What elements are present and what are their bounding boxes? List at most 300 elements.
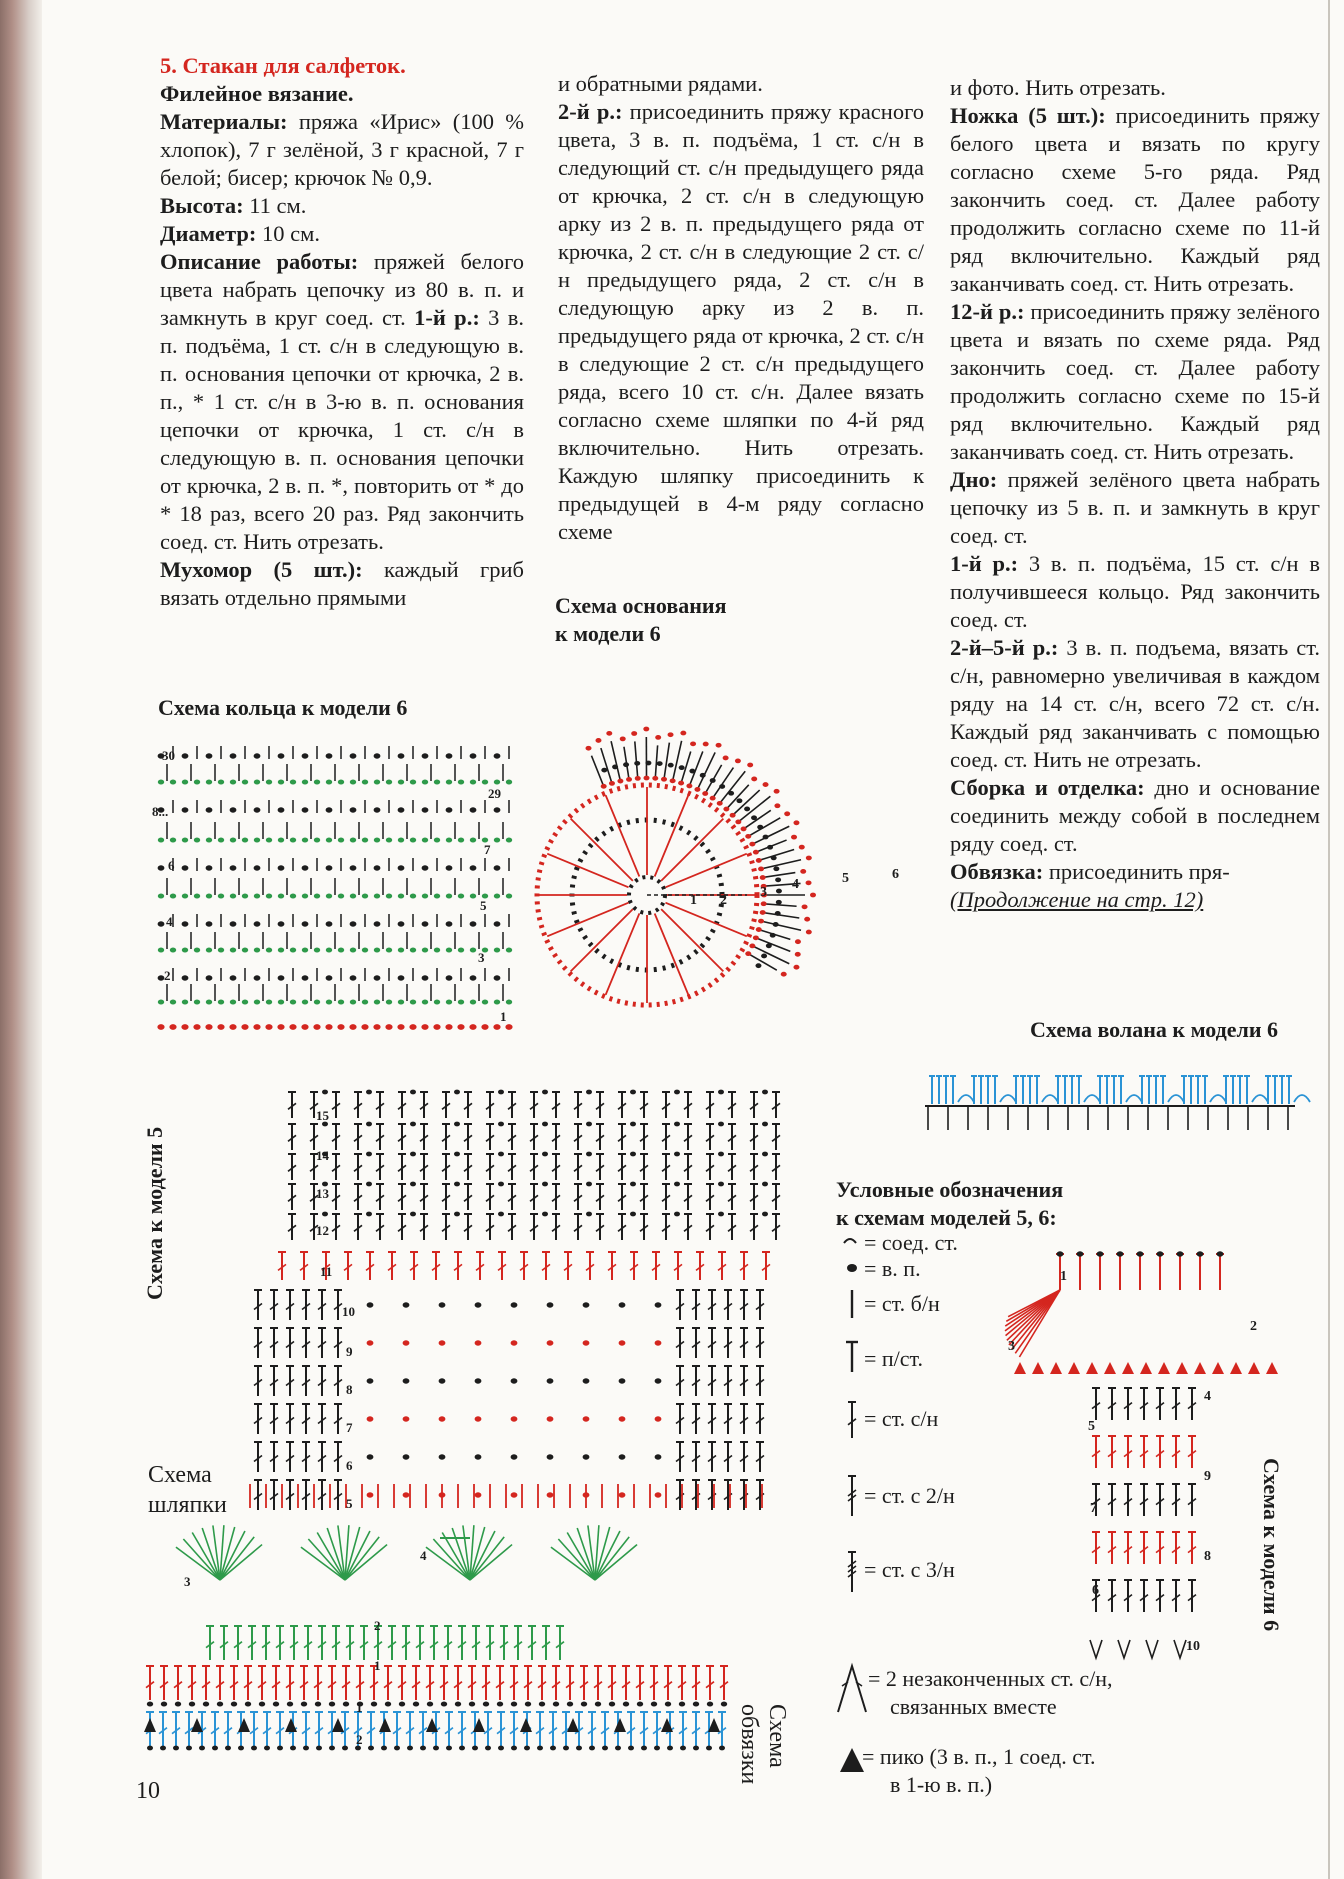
chain-stitch-mark (511, 1701, 517, 1706)
row-number-label: 8... (152, 804, 169, 819)
picot-mark (661, 1718, 673, 1732)
chain-stitch-mark (775, 911, 781, 916)
chain-stitch-mark (326, 975, 333, 980)
row12-paragraph: 12-й р.: присоединить пряжу зелёного цвета и вязать по схеме ряда. Ряд закончить соед. ст. Далее работу продолжить согласно схеме по 15-й ряд включительно. Каждый ряд заканчивать соед. ст. Нить отрезать. (950, 299, 1321, 464)
picot-mark (1032, 1362, 1044, 1374)
row-number-label: 5 (480, 898, 487, 913)
chain-stitch-mark (763, 782, 769, 787)
chain-stitch-mark (326, 865, 333, 870)
chain-stitch-mark (173, 1746, 179, 1751)
chain-stitch-mark (773, 866, 779, 871)
chain-stitch-mark (373, 1024, 380, 1030)
chain-stitch-mark (410, 1152, 416, 1157)
chain-stitch-mark (470, 753, 477, 758)
chain-stitch-mark (410, 999, 416, 1004)
chain-stitch-mark (1197, 1251, 1204, 1256)
chain-stitch-mark (710, 796, 716, 801)
chain-stitch-mark (254, 893, 260, 898)
chain-stitch-mark (619, 1492, 626, 1497)
model6-chart (1005, 1251, 1278, 1658)
chain-stitch-mark (799, 845, 805, 850)
chain-stitch-mark (366, 1122, 372, 1127)
chain-stitch-mark (446, 807, 453, 812)
chain-stitch-mark (506, 947, 512, 952)
chain-stitch-mark (542, 1122, 548, 1127)
frill-arc (1294, 1095, 1310, 1102)
chain-stitch-mark (655, 1454, 662, 1459)
chain-stitch-mark (806, 930, 812, 935)
row-number-label: 8 (346, 1382, 353, 1397)
cap-stitch (558, 1539, 595, 1580)
chain-stitch-mark (494, 999, 500, 1004)
picot-mark (567, 1718, 579, 1732)
chain-stitch-mark (314, 947, 320, 952)
cap-stitch (595, 1537, 629, 1580)
chain-stitch-mark (606, 731, 612, 736)
chain-stitch-mark (433, 1746, 439, 1751)
base-spoke (571, 819, 633, 881)
chain-stitch-mark (470, 837, 476, 842)
cap-stitch (220, 1537, 254, 1580)
chain-stitch-mark (289, 1024, 296, 1030)
chain-stitch-mark (433, 1024, 440, 1030)
chain-stitch-mark (630, 1212, 636, 1217)
chain-stitch-mark (745, 834, 751, 839)
chain-stitch-mark (266, 779, 272, 784)
chain-stitch-mark (506, 893, 512, 898)
picot-mark (1194, 1362, 1206, 1374)
chain-stitch-mark (343, 1701, 349, 1706)
frill-arc (1000, 1095, 1016, 1102)
chain-stitch-mark (718, 1122, 724, 1127)
chain-stitch-mark (265, 1024, 272, 1030)
base-fan-stitch (761, 873, 796, 878)
chain-stitch-mark (350, 975, 357, 980)
chain-stitch-mark (407, 1746, 413, 1751)
model6-chart-heading: Схема к модели 6 (1259, 1458, 1284, 1632)
chain-stitch-mark (266, 837, 272, 842)
chain-stitch-mark (410, 1182, 416, 1187)
chain-stitch-mark (170, 779, 176, 784)
chain-stitch-mark (217, 1701, 223, 1706)
chain-stitch-mark (1177, 1251, 1184, 1256)
chain-stitch-mark (242, 779, 248, 784)
chain-stitch-mark (475, 1340, 482, 1345)
chain-stitch-mark (756, 927, 762, 932)
chain-stitch-mark (410, 779, 416, 784)
chain-stitch-mark (547, 1454, 554, 1459)
chain-stitch-mark (735, 759, 741, 764)
chain-stitch-mark (350, 947, 356, 952)
row-number-label: 5 (346, 1496, 353, 1511)
chain-stitch-mark (314, 837, 320, 842)
chain-stitch-mark (505, 1024, 512, 1030)
continuation-link[interactable]: (Продолжение на стр. 12) (950, 887, 1204, 912)
chain-stitch-mark (498, 1090, 504, 1095)
base-spoke (547, 854, 628, 888)
chain-stitch-mark (385, 1701, 391, 1706)
chain-stitch-mark (703, 742, 709, 747)
chain-stitch-mark (446, 999, 452, 1004)
chain-stitch-mark (609, 1701, 615, 1706)
chain-stitch-mark (386, 837, 392, 842)
chain-stitch-mark (619, 1340, 626, 1345)
chain-stitch-mark (1117, 1251, 1124, 1256)
chain-stitch-mark (278, 893, 284, 898)
base-spoke (661, 909, 723, 971)
chain-stitch-mark (245, 1701, 251, 1706)
chain-stitch-mark (458, 893, 464, 898)
page-number: 10 (136, 1778, 160, 1804)
chain-stitch-mark (674, 1122, 680, 1127)
chain-stitch-mark (362, 837, 368, 842)
base-spoke (655, 795, 689, 876)
chain-stitch-mark (374, 921, 381, 926)
chain-stitch-mark (494, 865, 501, 870)
chain-stitch-mark (771, 855, 777, 860)
chain-stitch-mark (337, 1024, 344, 1030)
chain-stitch-mark (203, 1701, 209, 1706)
chain-stitch-mark (470, 921, 477, 926)
row-number-label: 7 (346, 1420, 353, 1435)
chain-stitch-mark (668, 763, 674, 768)
chain-stitch-mark (366, 1182, 372, 1187)
chain-stitch-mark (644, 776, 650, 781)
chain-stitch-mark (326, 779, 332, 784)
chain-stitch-mark (661, 777, 667, 782)
ring-chart (152, 746, 513, 1030)
chain-stitch-mark (434, 947, 440, 952)
base-fan-stitch (725, 785, 749, 811)
chain-stitch-mark (482, 779, 488, 784)
chain-stitch-mark (350, 999, 356, 1004)
chain-stitch-mark (498, 1122, 504, 1127)
chain-stitch-mark (781, 972, 787, 977)
chain-stitch-mark (776, 900, 782, 905)
chain-stitch-mark (470, 975, 477, 980)
chain-stitch-mark (770, 933, 776, 938)
chain-stitch-mark (206, 893, 212, 898)
chain-stitch-mark (506, 999, 512, 1004)
chain-stitch-mark (511, 1416, 518, 1421)
row-number-label: 1 (374, 1658, 381, 1673)
chain-stitch-mark (680, 731, 686, 736)
chain-stitch-mark (679, 765, 685, 770)
chain-stitch-mark (326, 893, 332, 898)
chain-stitch-mark (290, 893, 296, 898)
chain-stitch-mark (439, 1416, 446, 1421)
chain-stitch-mark (623, 762, 629, 767)
cap-stitch (433, 1539, 470, 1580)
chain-stitch-mark (170, 999, 176, 1004)
row-number-label: 3 (1008, 1339, 1015, 1354)
chain-stitch-mark (403, 1492, 410, 1497)
chain-stitch-mark (1057, 1251, 1064, 1256)
chain-stitch-mark (630, 1152, 636, 1157)
chain-stitch-mark (410, 947, 416, 952)
chain-stitch-mark (410, 837, 416, 842)
chain-stitch-mark (350, 779, 356, 784)
chain-stitch-mark (806, 856, 812, 861)
chain-stitch-mark (586, 1152, 592, 1157)
chain-stitch-mark (755, 963, 761, 968)
chain-stitch-mark (651, 1701, 657, 1706)
chain-stitch-mark (655, 1492, 662, 1497)
chain-stitch-mark (277, 1746, 283, 1751)
chain-stitch-mark (506, 837, 512, 842)
chain-stitch-mark (413, 1701, 419, 1706)
chain-stitch-mark (434, 779, 440, 784)
chain-stitch-mark (717, 801, 723, 806)
chain-stitch-mark (446, 947, 452, 952)
chain-stitch-mark (458, 779, 464, 784)
chain-stitch-mark (793, 820, 799, 825)
row-number-label: 2 (720, 893, 727, 908)
chain-stitch-mark (1077, 1251, 1084, 1256)
chain-stitch-mark (446, 753, 453, 758)
chain-stitch-mark (795, 939, 801, 944)
chain-stitch-mark (206, 837, 212, 842)
chain-stitch-mark (410, 1090, 416, 1095)
chain-stitch-mark (595, 1701, 601, 1706)
chain-stitch-mark (287, 1701, 293, 1706)
chain-stitch-mark (301, 1701, 307, 1706)
row-number-label: 15 (316, 1108, 329, 1123)
chain-stitch-mark (182, 779, 188, 784)
chain-stitch-mark (403, 1454, 410, 1459)
picot-mark (1014, 1362, 1026, 1374)
chain-stitch-mark (454, 1152, 460, 1157)
chain-stitch-mark (427, 1701, 433, 1706)
chain-stitch-mark (374, 893, 380, 898)
chain-stitch-mark (483, 1701, 489, 1706)
chain-stitch-mark (847, 1264, 857, 1272)
chain-stitch-mark (475, 1416, 482, 1421)
chain-stitch-mark (439, 1340, 446, 1345)
cap-stitch (345, 1537, 379, 1580)
chain-stitch-mark (218, 779, 224, 784)
chain-stitch-mark (736, 798, 742, 803)
chain-stitch-mark (403, 1340, 410, 1345)
chain-stitch-mark (362, 999, 368, 1004)
chain-stitch-mark (595, 738, 601, 743)
picot-symbol (840, 1748, 864, 1772)
bottom-rows2-5-paragraph: 2-й–5-й р.: 3 в. п. подъема, вязать ст. с/н, равномерно увеличивая в каждом ряду на 14 ст. с/н, всего 72 ст. с/н. Каждый ряд заканчивать с помощью соед. ст. Нить не отрезать. (950, 635, 1320, 772)
base-fan-stitch (759, 921, 801, 931)
chain-stitch-mark (455, 1701, 461, 1706)
chain-stitch-mark (278, 921, 285, 926)
chain-stitch-mark (511, 1492, 518, 1497)
base-fan-stitch (672, 741, 681, 783)
chain-stitch-mark (760, 910, 766, 915)
chain-stitch-mark (470, 999, 476, 1004)
chain-stitch-mark (326, 807, 333, 812)
chain-stitch-mark (721, 1701, 727, 1706)
chain-stitch-mark (494, 753, 501, 758)
chain-stitch-mark (206, 753, 213, 758)
row-number-label: 13 (316, 1186, 329, 1201)
chain-stitch-mark (749, 943, 755, 948)
cap-stitch (470, 1545, 512, 1580)
chain-stitch-mark (601, 768, 607, 773)
chain-stitch-mark (374, 807, 381, 812)
leg-decrease-mark (1146, 1640, 1158, 1658)
chain-stitch-mark (702, 791, 708, 796)
chain-stitch-mark (329, 1746, 335, 1751)
chain-stitch-mark (290, 947, 296, 952)
chain-stitch-mark (251, 1746, 257, 1751)
slip-stitch-symbol (844, 1239, 856, 1243)
chain-stitch-mark (589, 1746, 595, 1751)
frill-chart (925, 1076, 1310, 1130)
chain-stitch-mark (563, 1746, 569, 1751)
chain-stitch-mark (718, 1212, 724, 1217)
chain-stitch-mark (758, 866, 764, 871)
frill-chart-heading: Схема волана к модели 6 (1030, 1017, 1279, 1042)
row-number-label: 4 (792, 877, 799, 892)
row-number-label: 6 (168, 858, 175, 873)
chain-stitch-mark (397, 1024, 404, 1030)
chain-stitch-mark (338, 837, 344, 842)
chain-stitch-mark (194, 947, 200, 952)
chain-stitch-mark (374, 999, 380, 1004)
chain-stitch-mark (744, 807, 750, 812)
chain-stitch-mark (362, 779, 368, 784)
chain-stitch-mark (454, 1090, 460, 1095)
chain-stitch-mark (225, 1746, 231, 1751)
row-number-label: 12 (316, 1223, 329, 1238)
chain-stitch-mark (350, 893, 356, 898)
chain-stitch-mark (314, 893, 320, 898)
chain-stitch-mark (630, 1122, 636, 1127)
base-spoke (547, 903, 628, 937)
chain-stitch-mark (586, 1182, 592, 1187)
picot-mark (238, 1718, 250, 1732)
chain-stitch-mark (655, 1302, 662, 1307)
chain-stitch-mark (194, 779, 200, 784)
chain-stitch-mark (457, 1024, 464, 1030)
row-number-label: 5 (1088, 1419, 1095, 1434)
chain-stitch-mark (218, 947, 224, 952)
chain-stitch-mark (804, 917, 810, 922)
edging-chart-heading-2: обвязки (736, 1704, 762, 1785)
diameter-paragraph: Диаметр: 10 см. (160, 221, 320, 246)
chain-stitch-mark (716, 743, 722, 748)
chain-stitch-mark (630, 1090, 636, 1095)
chain-stitch-mark (706, 1746, 712, 1751)
chain-stitch-mark (498, 1182, 504, 1187)
chain-stitch-mark (218, 999, 224, 1004)
chain-stitch-mark (182, 807, 189, 812)
chain-stitch-mark (583, 1378, 590, 1383)
chain-stitch-mark (494, 893, 500, 898)
chain-stitch-mark (542, 1152, 548, 1157)
chain-stitch-mark (619, 1416, 626, 1421)
chain-stitch-mark (273, 1701, 279, 1706)
chain-stitch-mark (1097, 1251, 1104, 1256)
chain-stitch-mark (218, 893, 224, 898)
chain-stitch-mark (751, 777, 757, 782)
chain-stitch-mark (278, 807, 285, 812)
chain-stitch-mark (762, 1090, 768, 1095)
chain-stitch-mark (547, 1302, 554, 1307)
chain-stitch-mark (158, 947, 164, 952)
bottom-paragraph: Дно: пряжей зелёного цвета набрать цепочку из 5 в. п. и замкнуть в круг соед. ст. (950, 467, 1320, 548)
cap-stitch (301, 1547, 345, 1580)
chain-stitch-mark (374, 975, 381, 980)
chain-stitch-mark (278, 999, 284, 1004)
chain-stitch-mark (182, 753, 189, 758)
chain-stitch-mark (652, 776, 658, 781)
chain-stitch-mark (194, 893, 200, 898)
chain-stitch-mark (158, 921, 165, 926)
chain-stitch-mark (498, 1212, 504, 1217)
chain-stitch-mark (756, 858, 762, 863)
chain-stitch-mark (586, 1212, 592, 1217)
chain-stitch-mark (601, 784, 607, 789)
chain-stitch-mark (693, 1746, 699, 1751)
chain-stitch-mark (182, 865, 189, 870)
base-chart-heading-1: Схема основания (555, 593, 727, 618)
chain-stitch-mark (615, 1746, 621, 1751)
chain-stitch-mark (475, 1302, 482, 1307)
chain-stitch-mark (747, 763, 753, 768)
chain-stitch-mark (342, 1746, 348, 1751)
base-fan-stitch (731, 790, 760, 817)
chain-stitch-mark (434, 893, 440, 898)
chain-stitch-mark (793, 965, 799, 970)
chain-stitch-mark (678, 781, 684, 786)
chain-stitch-mark (313, 1024, 320, 1030)
chain-stitch-mark (205, 1024, 212, 1030)
chain-stitch-mark (635, 776, 641, 781)
legend-picot-line2: в 1-ю в. п.) (890, 1772, 993, 1797)
row-number-label: 2 (164, 968, 171, 983)
section-title: 5. Стакан для салфеток. (160, 53, 406, 78)
chain-stitch-mark (469, 1024, 476, 1030)
chain-stitch-mark (542, 1090, 548, 1095)
chain-stitch-mark (655, 735, 661, 740)
dec2-symbol (838, 1666, 866, 1712)
legend-dec2-line1: = 2 незаконченных ст. с/н, (868, 1666, 1113, 1691)
chain-stitch-mark (253, 1024, 260, 1030)
chain-stitch-mark (230, 837, 236, 842)
chain-stitch-mark (643, 727, 649, 732)
picot-mark (285, 1718, 297, 1732)
chain-stitch-mark (422, 975, 429, 980)
chain-stitch-mark (567, 1701, 573, 1706)
col3-lead: и фото. Нить отрезать. (950, 75, 1166, 100)
frill-arc (1168, 1095, 1184, 1102)
chain-stitch-mark (494, 947, 500, 952)
chain-stitch-mark (680, 1746, 686, 1751)
base-spoke (655, 913, 689, 994)
chain-stitch-mark (641, 1746, 647, 1751)
chain-stitch-mark (628, 1746, 634, 1751)
chain-stitch-mark (667, 1746, 673, 1751)
cap-stitch (345, 1545, 387, 1580)
chain-stitch-mark (206, 975, 213, 980)
chain-stitch-mark (230, 999, 236, 1004)
chain-stitch-mark (182, 975, 189, 980)
chain-stitch-mark (158, 893, 164, 898)
chain-stitch-mark (751, 815, 757, 820)
chain-stitch-mark (302, 999, 308, 1004)
chain-stitch-mark (586, 1090, 592, 1095)
base-chart (537, 727, 899, 1005)
chain-stitch-mark (161, 1701, 167, 1706)
chain-stitch-mark (470, 807, 477, 812)
